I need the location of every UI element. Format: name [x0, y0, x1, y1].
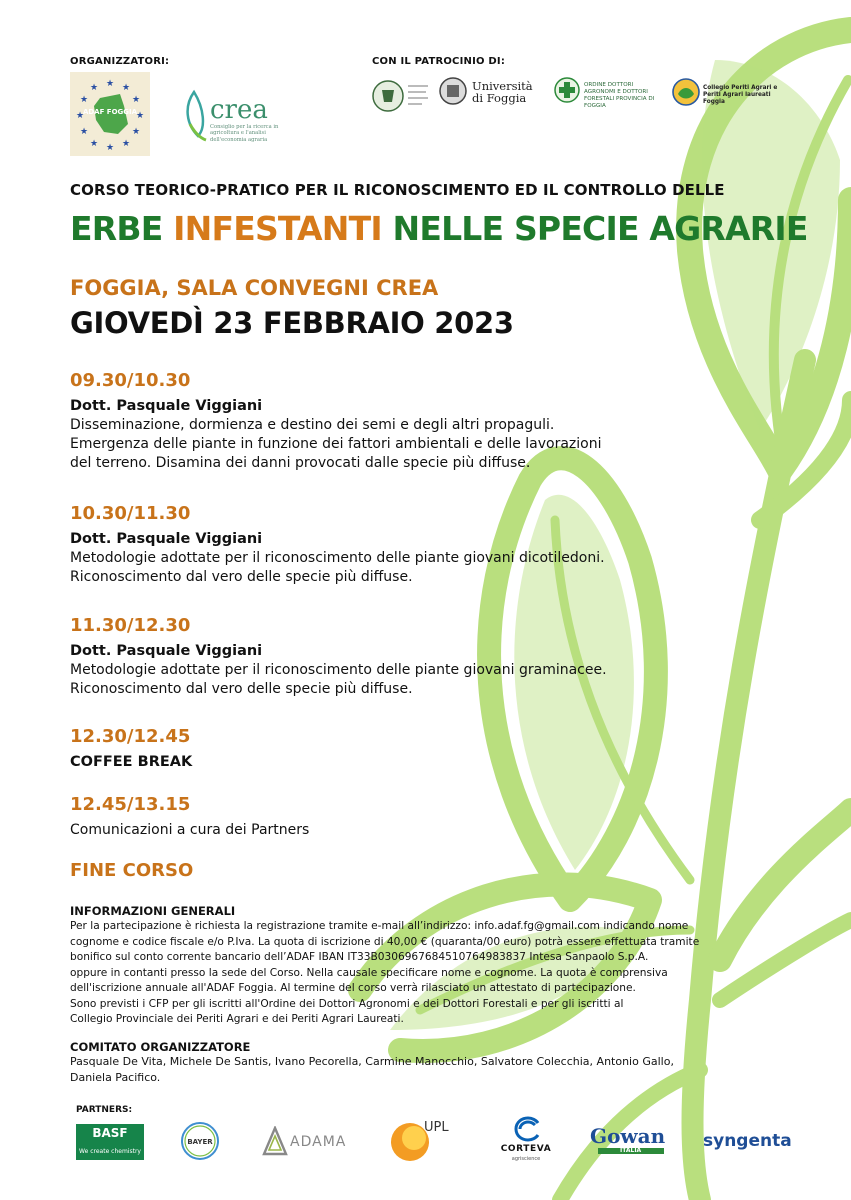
info-line: bonifico sul conto corrente bancario dell’ADAF IBAN IT33B0306967684510764983837 Intesa Sanpaolo S.p.A.	[70, 951, 649, 963]
syngenta-logo: syngenta	[703, 1131, 792, 1151]
title-word-erbe: ERBE	[70, 209, 163, 248]
committee-title: COMITATO ORGANIZZATORE	[70, 1040, 251, 1054]
svg-text:★: ★	[122, 139, 131, 149]
crea-wordmark: crea	[210, 95, 268, 125]
bayer-logo	[180, 1121, 220, 1161]
collegio-periti-logo: Collegio Periti Agrari e Periti Agrari laureati Foggia	[703, 85, 778, 105]
session-desc-line: Emergenza delle piante in funzione dei fattori ambientali e delle lavorazioni	[70, 436, 602, 452]
session-desc-line: Metodologie adottate per il riconoscimento delle piante giovani graminacee.	[70, 662, 607, 678]
session-3	[70, 615, 710, 699]
session-desc-line: Riconoscimento dal vero delle specie più diffuse.	[70, 681, 413, 697]
svg-text:★: ★	[90, 139, 99, 149]
corteva-name: CORTEVA	[500, 1144, 552, 1154]
gowan-tagline: ITALIA	[620, 1147, 642, 1154]
event-date: GIOVEDÌ 23 FEBBRAIO 2023	[70, 306, 514, 340]
basf-name: BASF	[92, 1126, 128, 1140]
svg-text:★: ★	[76, 111, 85, 121]
adaf-foggia-logo	[70, 72, 150, 156]
session-2	[70, 503, 710, 587]
bayer-name: BAYER	[187, 1138, 213, 1146]
session-speaker: Dott. Pasquale Viggiani	[70, 643, 263, 659]
svg-text:★: ★	[106, 143, 115, 153]
session-desc-line: Comunicazioni a cura dei Partners	[70, 822, 310, 838]
info-body	[70, 919, 790, 1028]
session-time: 12.30/12.45	[70, 726, 191, 747]
info-line: cognome e codice fiscale e/o P.Iva. La quota di iscrizione di 40,00 € (quaranta/00 euro) potrà essere effettuata tramite	[70, 935, 700, 948]
event-title	[70, 209, 808, 248]
gowan-name: Gowan	[590, 1124, 666, 1148]
svg-text:★: ★	[132, 95, 141, 105]
basf-tagline: We create chemistry	[79, 1148, 141, 1155]
upl-logo	[388, 1118, 468, 1164]
session-speaker: Dott. Pasquale Viggiani	[70, 398, 263, 414]
partners-label: PARTNERS:	[76, 1105, 133, 1115]
end-label: FINE CORSO	[70, 860, 194, 881]
universita-foggia-logo: Università di Foggia	[472, 79, 533, 105]
session-time: 12.45/13.15	[70, 794, 191, 815]
session-5	[70, 794, 710, 840]
adama-logo	[262, 1126, 352, 1158]
ordine-agronomi-emblem	[554, 76, 580, 106]
coffee-break-label: COFFEE BREAK	[70, 754, 193, 770]
adama-name: ADAMA	[290, 1134, 347, 1150]
session-desc-line: Metodologie adottate per il riconoscimento delle piante giovani dicotiledoni.	[70, 550, 605, 566]
upl-name: UPL	[424, 1120, 449, 1135]
collegio-periti-emblem	[672, 76, 700, 110]
crea-logo	[180, 84, 290, 146]
session-1	[70, 370, 710, 473]
title-word-rest: NELLE SPECIE AGRARIE	[392, 209, 808, 248]
session-time: 10.30/11.30	[70, 503, 191, 524]
patronage-label: CON IL PATROCINIO DI:	[372, 56, 506, 67]
organizers-label: ORGANIZZATORI:	[70, 56, 170, 67]
title-word-infestanti: INFESTANTI	[173, 209, 382, 248]
session-desc-line: Riconoscimento dal vero delle specie più diffuse.	[70, 569, 413, 585]
info-title: INFORMAZIONI GENERALI	[70, 904, 236, 918]
info-line: oppure in contanti presso la sede del Corso. Nella causale specificare nome e cognome. La quota è comprensiva	[70, 966, 668, 979]
event-subtitle: CORSO TEORICO-PRATICO PER IL RICONOSCIMENTO ED IL CONTROLLO DELLE	[70, 181, 725, 199]
committee-line: Daniela Pacifico.	[70, 1071, 161, 1084]
event-place: FOGGIA, SALA CONVEGNI CREA	[70, 276, 439, 300]
gowan-logo	[590, 1124, 672, 1158]
svg-text:★: ★	[122, 83, 131, 93]
svg-text:★: ★	[136, 111, 145, 121]
adaf-logo-text: ADAF FOGGIA	[82, 108, 138, 116]
session-time: 11.30/12.30	[70, 615, 191, 636]
committee-body	[70, 1054, 790, 1086]
committee-line: Pasquale De Vita, Michele De Santis, Ivano Pecorella, Carmine Manocchio, Salvatore Colecchia, Antonio Gallo,	[70, 1055, 674, 1068]
session-4	[70, 726, 710, 772]
info-line: Sono previsti i CFP per gli iscritti all'Ordine dei Dottori Agronomi e dei Dottori Forestali e per gli iscritti al	[70, 997, 624, 1010]
corteva-tagline: agriscience	[511, 1156, 541, 1162]
info-line: Collegio Provinciale dei Periti Agrari e dei Periti Agrari Laureati.	[70, 1013, 404, 1025]
session-time: 09.30/10.30	[70, 370, 191, 391]
svg-text:★: ★	[80, 95, 89, 105]
universita-seal	[438, 76, 468, 106]
crea-subtext: Consiglio per la ricerca in agricoltura e l'analisi dell'economia agraria	[210, 124, 279, 143]
svg-text:★: ★	[80, 127, 89, 137]
svg-text:★: ★	[106, 79, 115, 89]
basf-logo	[76, 1124, 144, 1160]
session-speaker: Dott. Pasquale Viggiani	[70, 531, 263, 547]
info-line: dell'iscrizione annuale all'ADAF Foggia. Al termine del corso verrà rilasciato un attestato di partecipazione.	[70, 982, 636, 994]
ordine-agronomi-logo: ORDINE DOTTORI AGRONOMI E DOTTORI FORESTALI PROVINCIA DI FOGGIA	[584, 82, 655, 109]
session-desc-line: del terreno. Disamina dei danni provocati dalle specie più diffuse.	[70, 455, 531, 471]
svg-text:★: ★	[90, 83, 99, 93]
svg-text:★: ★	[132, 127, 141, 137]
info-line: Per la partecipazione è richiesta la registrazione tramite e-mail all’indirizzo: info.adaf.fg@gmail.com indicando nome	[70, 920, 689, 932]
session-desc-line: Disseminazione, dormienza e destino dei semi e degli altri propaguli.	[70, 417, 555, 433]
corteva-logo	[496, 1116, 556, 1164]
